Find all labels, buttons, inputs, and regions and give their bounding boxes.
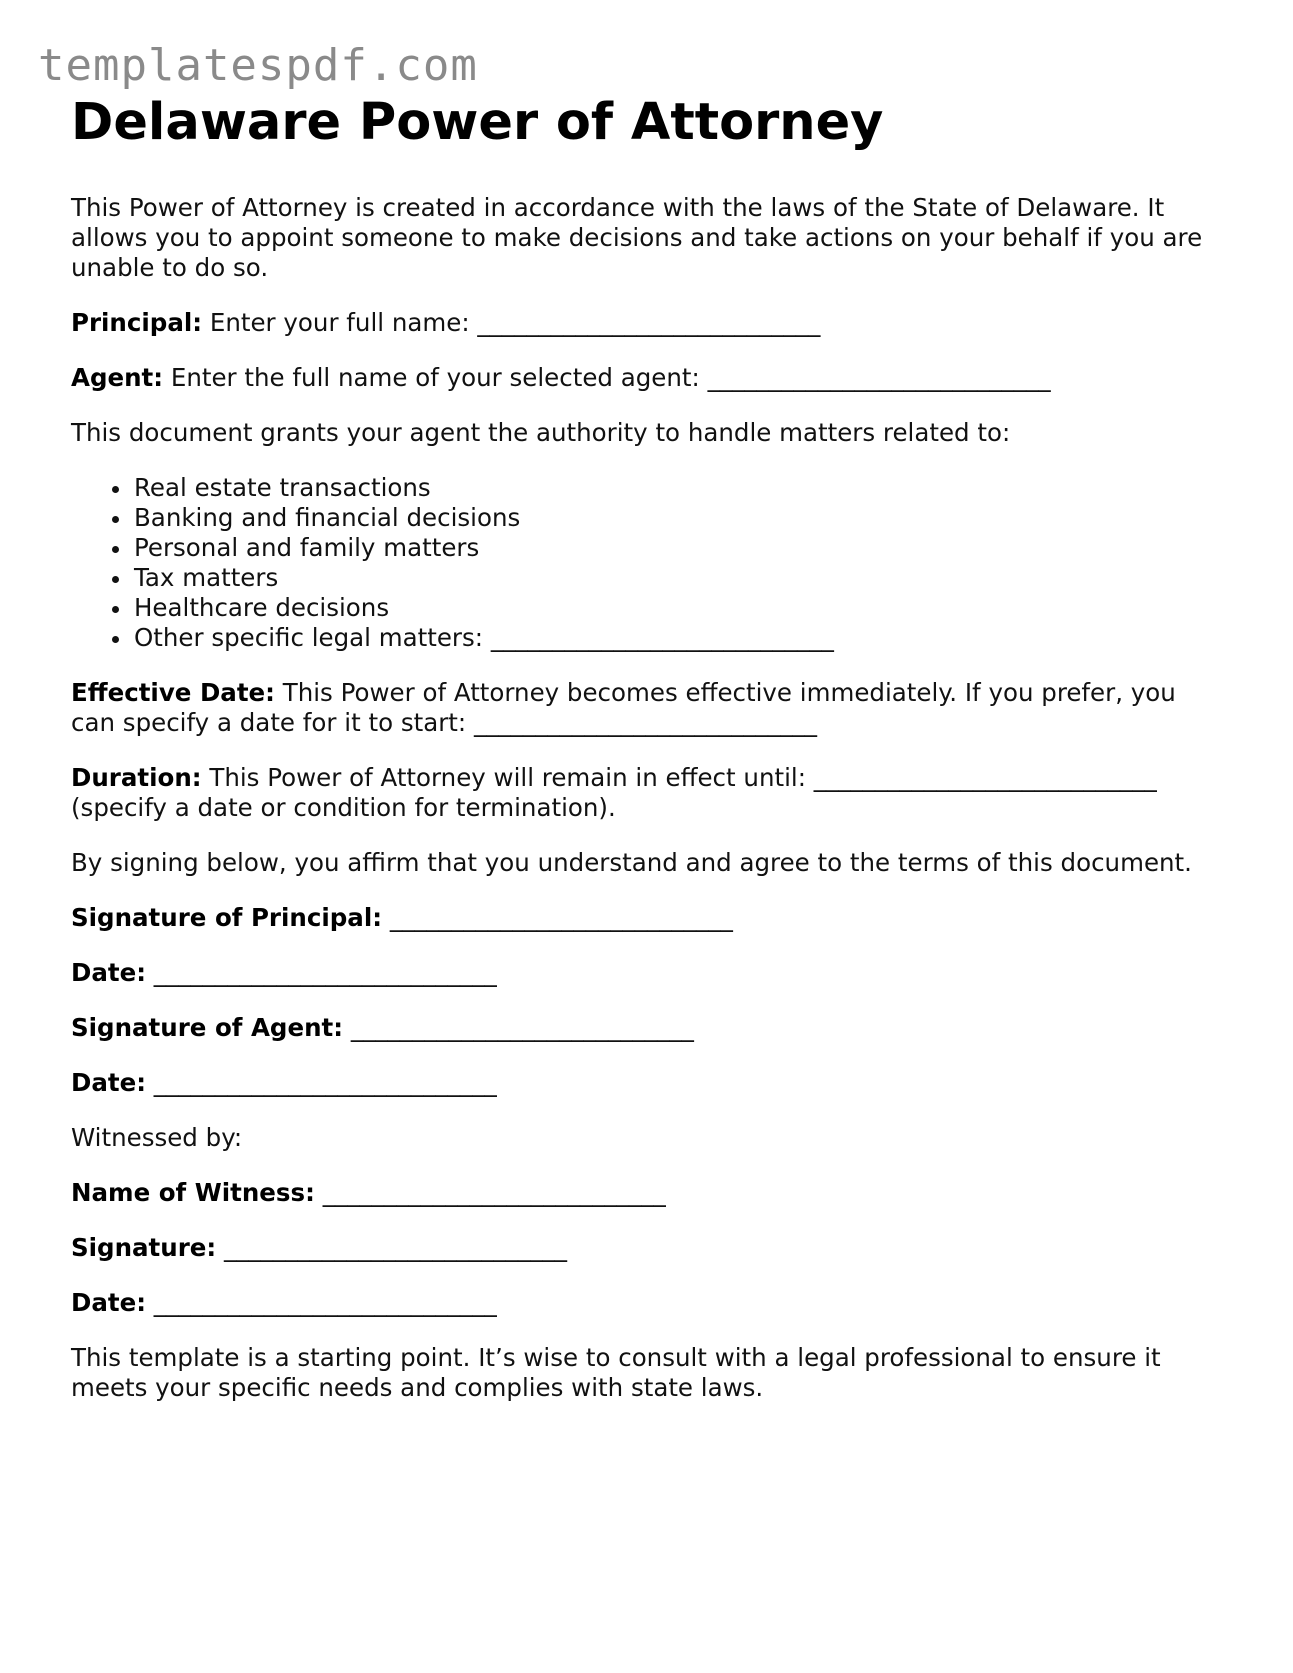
- effective-date-label: Effective Date:: [71, 678, 275, 707]
- agent-date-field: [71, 1068, 1221, 1098]
- duration-suffix: (specify a date or condition for termination).: [71, 793, 616, 822]
- witness-date-blank[interactable]: ____________________________: [153, 1288, 497, 1317]
- agent-date-label: Date:: [71, 1068, 146, 1097]
- principal-label: Principal:: [71, 308, 203, 337]
- watermark: templatespdf.com: [38, 40, 478, 91]
- grants-intro: This document grants your agent the authority to handle matters related to:: [71, 418, 1011, 447]
- list-item: Tax matters: [134, 563, 1221, 593]
- witness-signature-label: Signature:: [71, 1233, 217, 1262]
- witness-date-field: [71, 1288, 1221, 1318]
- list-item-other-matters: [134, 623, 1221, 653]
- duration-blank[interactable]: ____________________________: [813, 763, 1157, 792]
- agent-text: Enter the full name of your selected agent:: [170, 363, 700, 392]
- matters-list: [71, 473, 1221, 653]
- duration-text: This Power of Attorney will remain in effect until:: [209, 763, 806, 792]
- effective-date-text: This Power of Attorney becomes effective immediately. If you prefer, you can specify a date for it to start:: [71, 678, 1176, 737]
- principal-date-field: [71, 958, 1221, 988]
- witness-name-label: Name of Witness:: [71, 1178, 315, 1207]
- effective-date-blank[interactable]: ____________________________: [473, 708, 817, 737]
- witness-name-blank[interactable]: ____________________________: [322, 1178, 666, 1207]
- effective-date-field: [71, 678, 1221, 738]
- witness-date-label: Date:: [71, 1288, 146, 1317]
- intro-paragraph: This Power of Attorney is created in accordance with the laws of the State of Delaware. It allows you to appoint someone to make decisions and take actions on your behalf if you are unable to do so.: [71, 193, 1203, 282]
- other-matters-label: Other specific legal matters:: [134, 623, 484, 652]
- agent-label: Agent:: [71, 363, 164, 392]
- witness-signature-field: [71, 1233, 1221, 1263]
- witnessed-by: Witnessed by:: [71, 1123, 243, 1152]
- agent-name-blank[interactable]: ____________________________: [707, 363, 1051, 392]
- duration-label: Duration:: [71, 763, 202, 792]
- agent-field: [71, 363, 1221, 393]
- list-item: Banking and financial decisions: [134, 503, 1221, 533]
- witness-name-field: [71, 1178, 1221, 1208]
- list-item: Healthcare decisions: [134, 593, 1221, 623]
- principal-signature-label: Signature of Principal:: [71, 903, 383, 932]
- agent-signature-field: [71, 1013, 1221, 1043]
- principal-signature-blank[interactable]: ____________________________: [389, 903, 733, 932]
- principal-field: [71, 308, 1221, 338]
- page-title: Delaware Power of Attorney: [71, 93, 884, 152]
- other-matters-blank[interactable]: ____________________________: [490, 623, 834, 652]
- agent-date-blank[interactable]: ____________________________: [153, 1068, 497, 1097]
- document-page: [71, 88, 1221, 1403]
- agent-signature-label: Signature of Agent:: [71, 1013, 344, 1042]
- list-item: Real estate transactions: [134, 473, 1221, 503]
- witness-signature-blank[interactable]: ____________________________: [224, 1233, 568, 1262]
- affirm-paragraph: By signing below, you affirm that you understand and agree to the terms of this document.: [71, 848, 1192, 877]
- principal-date-blank[interactable]: ____________________________: [153, 958, 497, 987]
- principal-signature-field: [71, 903, 1221, 933]
- principal-text: Enter your full name:: [209, 308, 470, 337]
- principal-name-blank[interactable]: ____________________________: [477, 308, 821, 337]
- duration-field: [71, 763, 1221, 823]
- footer-note: This template is a starting point. It’s wise to consult with a legal professional to ensure it meets your specific needs and complies with state laws.: [71, 1343, 1161, 1402]
- agent-signature-blank[interactable]: ____________________________: [350, 1013, 694, 1042]
- principal-date-label: Date:: [71, 958, 146, 987]
- list-item: Personal and family matters: [134, 533, 1221, 563]
